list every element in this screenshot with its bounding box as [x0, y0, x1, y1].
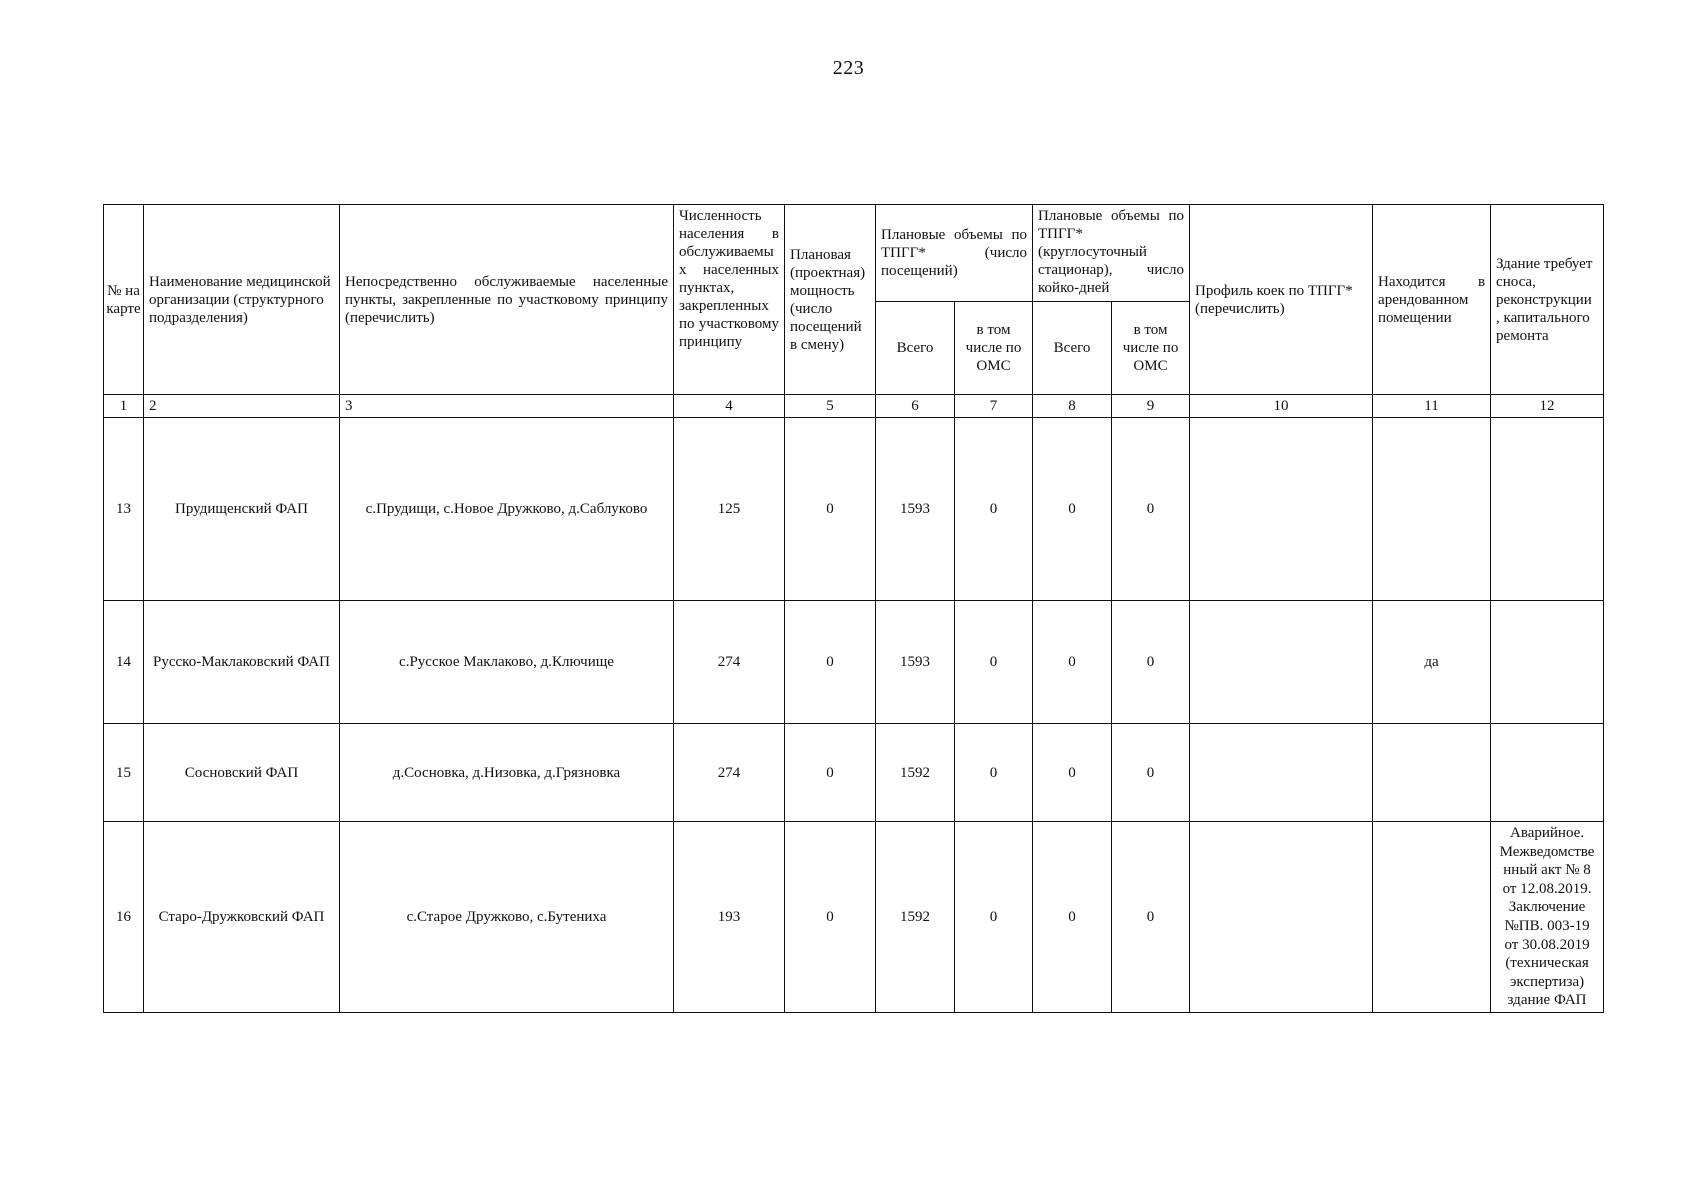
beds-total: 0	[1033, 418, 1112, 601]
facilities-table	[103, 204, 1604, 1013]
header-visits-total: Всего	[876, 302, 955, 395]
bed-profile	[1190, 724, 1373, 822]
column-index: 2	[144, 395, 340, 418]
capacity: 0	[785, 601, 876, 724]
beds-oms: 0	[1112, 418, 1190, 601]
column-index: 11	[1373, 395, 1491, 418]
rented	[1373, 418, 1491, 601]
capacity: 0	[785, 822, 876, 1013]
visits-oms: 0	[955, 822, 1033, 1013]
organization-name: Сосновский ФАП	[144, 724, 340, 822]
organization-name: Русско-Маклаковский ФАП	[144, 601, 340, 724]
population: 274	[674, 601, 785, 724]
header-settlements: Непосредственно обслуживаемые населенные пункты, закрепленные по участковому принципу (перечислить)	[340, 205, 674, 395]
bed-profile	[1190, 601, 1373, 724]
column-index-row	[104, 395, 1604, 418]
table-row	[104, 418, 1604, 601]
building-condition	[1491, 601, 1604, 724]
organization-name: Старо-Дружковский ФАП	[144, 822, 340, 1013]
beds-total: 0	[1033, 822, 1112, 1013]
table-row	[104, 601, 1604, 724]
header-visits-oms: в том числе по ОМС	[955, 302, 1033, 395]
settlements: с.Старое Дружково, с.Бутениха	[340, 822, 674, 1013]
header-planned-visits: Плановые объемы по ТПГГ* (число посещений)	[876, 205, 1033, 302]
beds-oms: 0	[1112, 601, 1190, 724]
visits-oms: 0	[955, 724, 1033, 822]
column-index: 8	[1033, 395, 1112, 418]
column-index: 5	[785, 395, 876, 418]
beds-oms: 0	[1112, 822, 1190, 1013]
column-index: 1	[104, 395, 144, 418]
header-row	[104, 205, 1604, 302]
header-beds-oms: в том числе по ОМС	[1112, 302, 1190, 395]
rented: да	[1373, 601, 1491, 724]
row-number: 14	[104, 601, 144, 724]
header-bed-profile: Профиль коек по ТПГГ* (перечислить)	[1190, 205, 1373, 395]
beds-oms: 0	[1112, 724, 1190, 822]
table-row	[104, 822, 1604, 1013]
settlements: д.Сосновка, д.Низовка, д.Грязновка	[340, 724, 674, 822]
settlements: с.Русское Маклаково, д.Ключище	[340, 601, 674, 724]
beds-total: 0	[1033, 724, 1112, 822]
page-number: 223	[832, 57, 865, 79]
table-row	[104, 724, 1604, 822]
building-condition: Аварийное. Межведомственный акт № 8 от 12.08.2019. Заключение №ПВ. 003-19 от 30.08.2019 (техническая экспертиза) здание ФАП	[1491, 822, 1604, 1013]
rented	[1373, 822, 1491, 1013]
column-index: 7	[955, 395, 1033, 418]
settlements: с.Прудищи, с.Новое Дружково, д.Саблуково	[340, 418, 674, 601]
building-condition	[1491, 418, 1604, 601]
header-capacity: Плановая (проектная) мощность (число посещений в смену)	[785, 205, 876, 395]
visits-oms: 0	[955, 601, 1033, 724]
header-planned-bed-days: Плановые объемы по ТПГГ* (круглосуточный стационар), число койко-дней	[1033, 205, 1190, 302]
row-number: 13	[104, 418, 144, 601]
beds-total: 0	[1033, 601, 1112, 724]
population: 274	[674, 724, 785, 822]
bed-profile	[1190, 418, 1373, 601]
building-condition	[1491, 724, 1604, 822]
column-index: 4	[674, 395, 785, 418]
visits-total: 1593	[876, 601, 955, 724]
visits-total: 1592	[876, 822, 955, 1013]
column-index: 3	[340, 395, 674, 418]
column-index: 6	[876, 395, 955, 418]
organization-name: Прудищенский ФАП	[144, 418, 340, 601]
column-index: 10	[1190, 395, 1373, 418]
visits-total: 1593	[876, 418, 955, 601]
row-number: 15	[104, 724, 144, 822]
bed-profile	[1190, 822, 1373, 1013]
header-building-condition: Здание требует сноса, реконструкции , капитального ремонта	[1491, 205, 1604, 395]
visits-oms: 0	[955, 418, 1033, 601]
column-index: 9	[1112, 395, 1190, 418]
header-organization-name: Наименование медицинской организации (структурного подразделения)	[144, 205, 340, 395]
header-rented: Находится в арендованном помещении	[1373, 205, 1491, 395]
header-map-number: № на карте	[104, 205, 144, 395]
header-population: Численность населения в обслуживаемых населенных пунктах, закрепленных по участковому принципу	[674, 205, 785, 395]
header-beds-total: Всего	[1033, 302, 1112, 395]
row-number: 16	[104, 822, 144, 1013]
capacity: 0	[785, 418, 876, 601]
population: 125	[674, 418, 785, 601]
capacity: 0	[785, 724, 876, 822]
visits-total: 1592	[876, 724, 955, 822]
population: 193	[674, 822, 785, 1013]
rented	[1373, 724, 1491, 822]
column-index: 12	[1491, 395, 1604, 418]
